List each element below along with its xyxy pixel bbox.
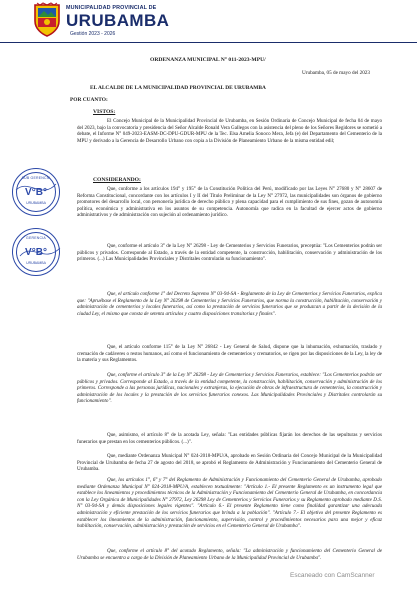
municipality-label: MUNICIPALIDAD PROVINCIAL DE [66, 5, 157, 11]
seal-top-text: SUB GERENCIA [21, 176, 51, 180]
seal-bottom-text: URUBAMBA [26, 261, 46, 265]
seal-bottom-text: URUBAMBA [26, 201, 46, 205]
considerando-paragraph-8: Que, los artículos 1°, 6° y 7° del Reglamento de Administración y Funcionamiento del Cementerio General de Urubamba, aprobado mediante Ordenanza Municipal N° 024-2018-MPU/A, establecen textualmente: "Artículo 1.- El presente Reglamento es un instrumento legal que establece los lineamientos y procedimientos técnicos de la Administración y Funcionamiento del Cementerio General de Urubamba, en concordancia con la Ley Orgánica de Municipalidades N° 27972, Ley 26298 Ley de Cementerios y Servicios Funerarios y su Reglamento aprobado mediante D.S. N° 03-94-SA y demás disposiciones legales vigentes". "Artículo 6.- El presente Reglamento tiene como finalidad garantizar una adecuada administración y eficiente prestación de los servicios funerarios que brinda a la población". "Artículo 7.- El objetivo del presente Reglamento es establecer los lineamientos de la administración, funcionamiento, supervisión, control y procedimientos necesarios para una mejor y eficaz habilitación, conservación, administración y prestación de servicios en el Cementerio General de Urubamba". [77, 477, 382, 530]
seal-vb-mark: V°B° [25, 187, 47, 198]
vistos-heading: VISTOS: [93, 109, 116, 115]
mayor-line: EL ALCALDE DE LA MUNICIPALIDAD PROVINCIAL DE URUBAMBA [90, 85, 266, 91]
considerando-paragraph-2: Que, conforme el artículo 3° de la Ley N° 26298 - Ley de Cementerios y Servicios Funerarios, preceptúa: "Los Cementerios podrán ser públicos y privados. Corresponde al Estado, a través de la entidad competente, la construcción, habilitación, conservación y administración de los primeros. (...) Las Municipalidades Provinciales y Distritales controlarán su funcionamiento". [77, 243, 382, 263]
considerando-paragraph-4: Que, el artículo conforme 115° de la Ley N° 26842 - Ley General de Salud, dispone que la inhumación, exhumación, traslado y cremación de cadáveres o restos humanos, así como el funcionamiento de cementerios y crematorios, se rigen por las disposiciones de la Ley, la ley de la materia y sus Reglamentos. [77, 344, 382, 364]
considerando-paragraph-3: Que, el artículo conforme 1° del Decreto Supremo N° 03-94-SA - Reglamento de la Ley de Cementerios y Servicios Funerarios, explica que: "Apruébase el Reglamento de la Ley N° 26298 de Cementerios y Servicios Funerarios, que norma la construcción, habilitación, conservación y administración de cementerios y locales funerarios, así como la prestación de servicios funerarios que se produzcan a partir de la decisión de la ciudad Ley, el mismo que consta de setenta artículos y cuatro disposiciones transitorias y finales". [77, 291, 382, 317]
considerando-paragraph-9: Que, conforme el artículo 8° del acotado Reglamento, señala: "La administración y funcionamiento del Cementerio General de Urubamba se encuentra a cargo de la División de Planeamiento Urbano de la Municipalidad Provincial de Urubamba". [77, 548, 382, 561]
letterhead [0, 0, 417, 44]
administration-term: Gestión 2023 - 2026 [70, 31, 116, 37]
vistos-paragraph: El Concejo Municipal de la Municipalidad Provincial de Urubamba, en Sesión Ordinaria de Concejo Municipal de fecha 04 de mayo del 2023, bajo la convocatoria y presidencia del Señor Alcalde Ronald Vera Gallegos con la asistencia del pleno de los Señores Regidores se sometió a debate, el Informe N° 049-2023-EASM-DC-DPU-GDUR-MPU de la Tec. Elsa Amelia Sonoco Mera, Jefa (e) del Departamento del Cementerio de la MPU y derivado a la Gerencia de Desarrollo Urbano con copia a la División de Planeamiento Urbano de la misma entidad edil; [77, 118, 382, 144]
scanner-watermark: Escaneado con CamScanner [290, 572, 375, 579]
considerando-heading: CONSIDERANDO: [93, 177, 141, 183]
seal-vb-mark: V°B° [25, 247, 47, 258]
ordinance-title: ORDENANZA MUNICIPAL N° 011-2023-MPU/ [150, 57, 266, 63]
considerando-paragraph-5: Que, conforme el artículo 3° de la Ley N° 26298 - Ley de Cementerios y Servicios Funerarios, establece: "Los Cementerios podrán ser públicos y privados. Corresponde al Estado, a través de la entidad competente, la construcción, habilitación, conservación y administración de los primeros. Corresponde a las personas jurídicas, nacionales y extranjeras, la ejecución de obras de infraestructura de cementerios, la construcción y administración de los locales y la prestación de los servicios funerarios conexos. Las Municipalidades Provinciales y Distritales controlarán su funcionamiento". [77, 372, 382, 405]
city-name: URUBAMBA [66, 11, 170, 30]
seal-top-text: GERENCIA [26, 236, 46, 240]
considerando-paragraph-6: Que, asimismo, el artículo 8° de la acotada Ley, señala: "Las entidades públicas fijarán los derechos de las sepulturas y servicios funerarios que prestan en los cementerios públicos. (...)". [77, 432, 382, 445]
considerando-paragraph-1: Que, conforme a los artículos 194° y 195° de la Constitución Política del Perú, modificado por las Leyes N° 27680 y N° 28607 de Reforma Constitucional, concordante con los artículos I y II del Título Preliminar de la Ley N° 27972, las municipalidades son órganos de gobierno promotores del desarrollo local, con personería jurídica de derecho público y plena capacidad para el cumplimiento de sus fines, gozan de autonomía política, económica y administrativa en los asuntos de su competencia. Autonomía que radica en la facultad de ejercer actos de gobierno administrativos y de administración con sujeción al ordenamiento jurídico. [77, 186, 382, 219]
municipal-shield-logo [32, 2, 62, 38]
por-cuanto: POR CUANTO: [70, 97, 108, 103]
considerando-paragraph-7: Que, mediante Ordenanza Municipal N° 024-2018-MPU/A, aprobado en Sesión Ordinaria del Concejo Municipal de la Municipalidad Provincial de Urubamba de fecha 27 de agosto del 2018, se aprobó el Reglamento de Administración y Funcionamiento del Cementerio General de Urubamba. [77, 453, 382, 473]
place-date: Urubamba, 05 de mayo del 2023 [302, 70, 370, 76]
header-divider [0, 42, 417, 43]
handwritten-signature [8, 160, 68, 280]
